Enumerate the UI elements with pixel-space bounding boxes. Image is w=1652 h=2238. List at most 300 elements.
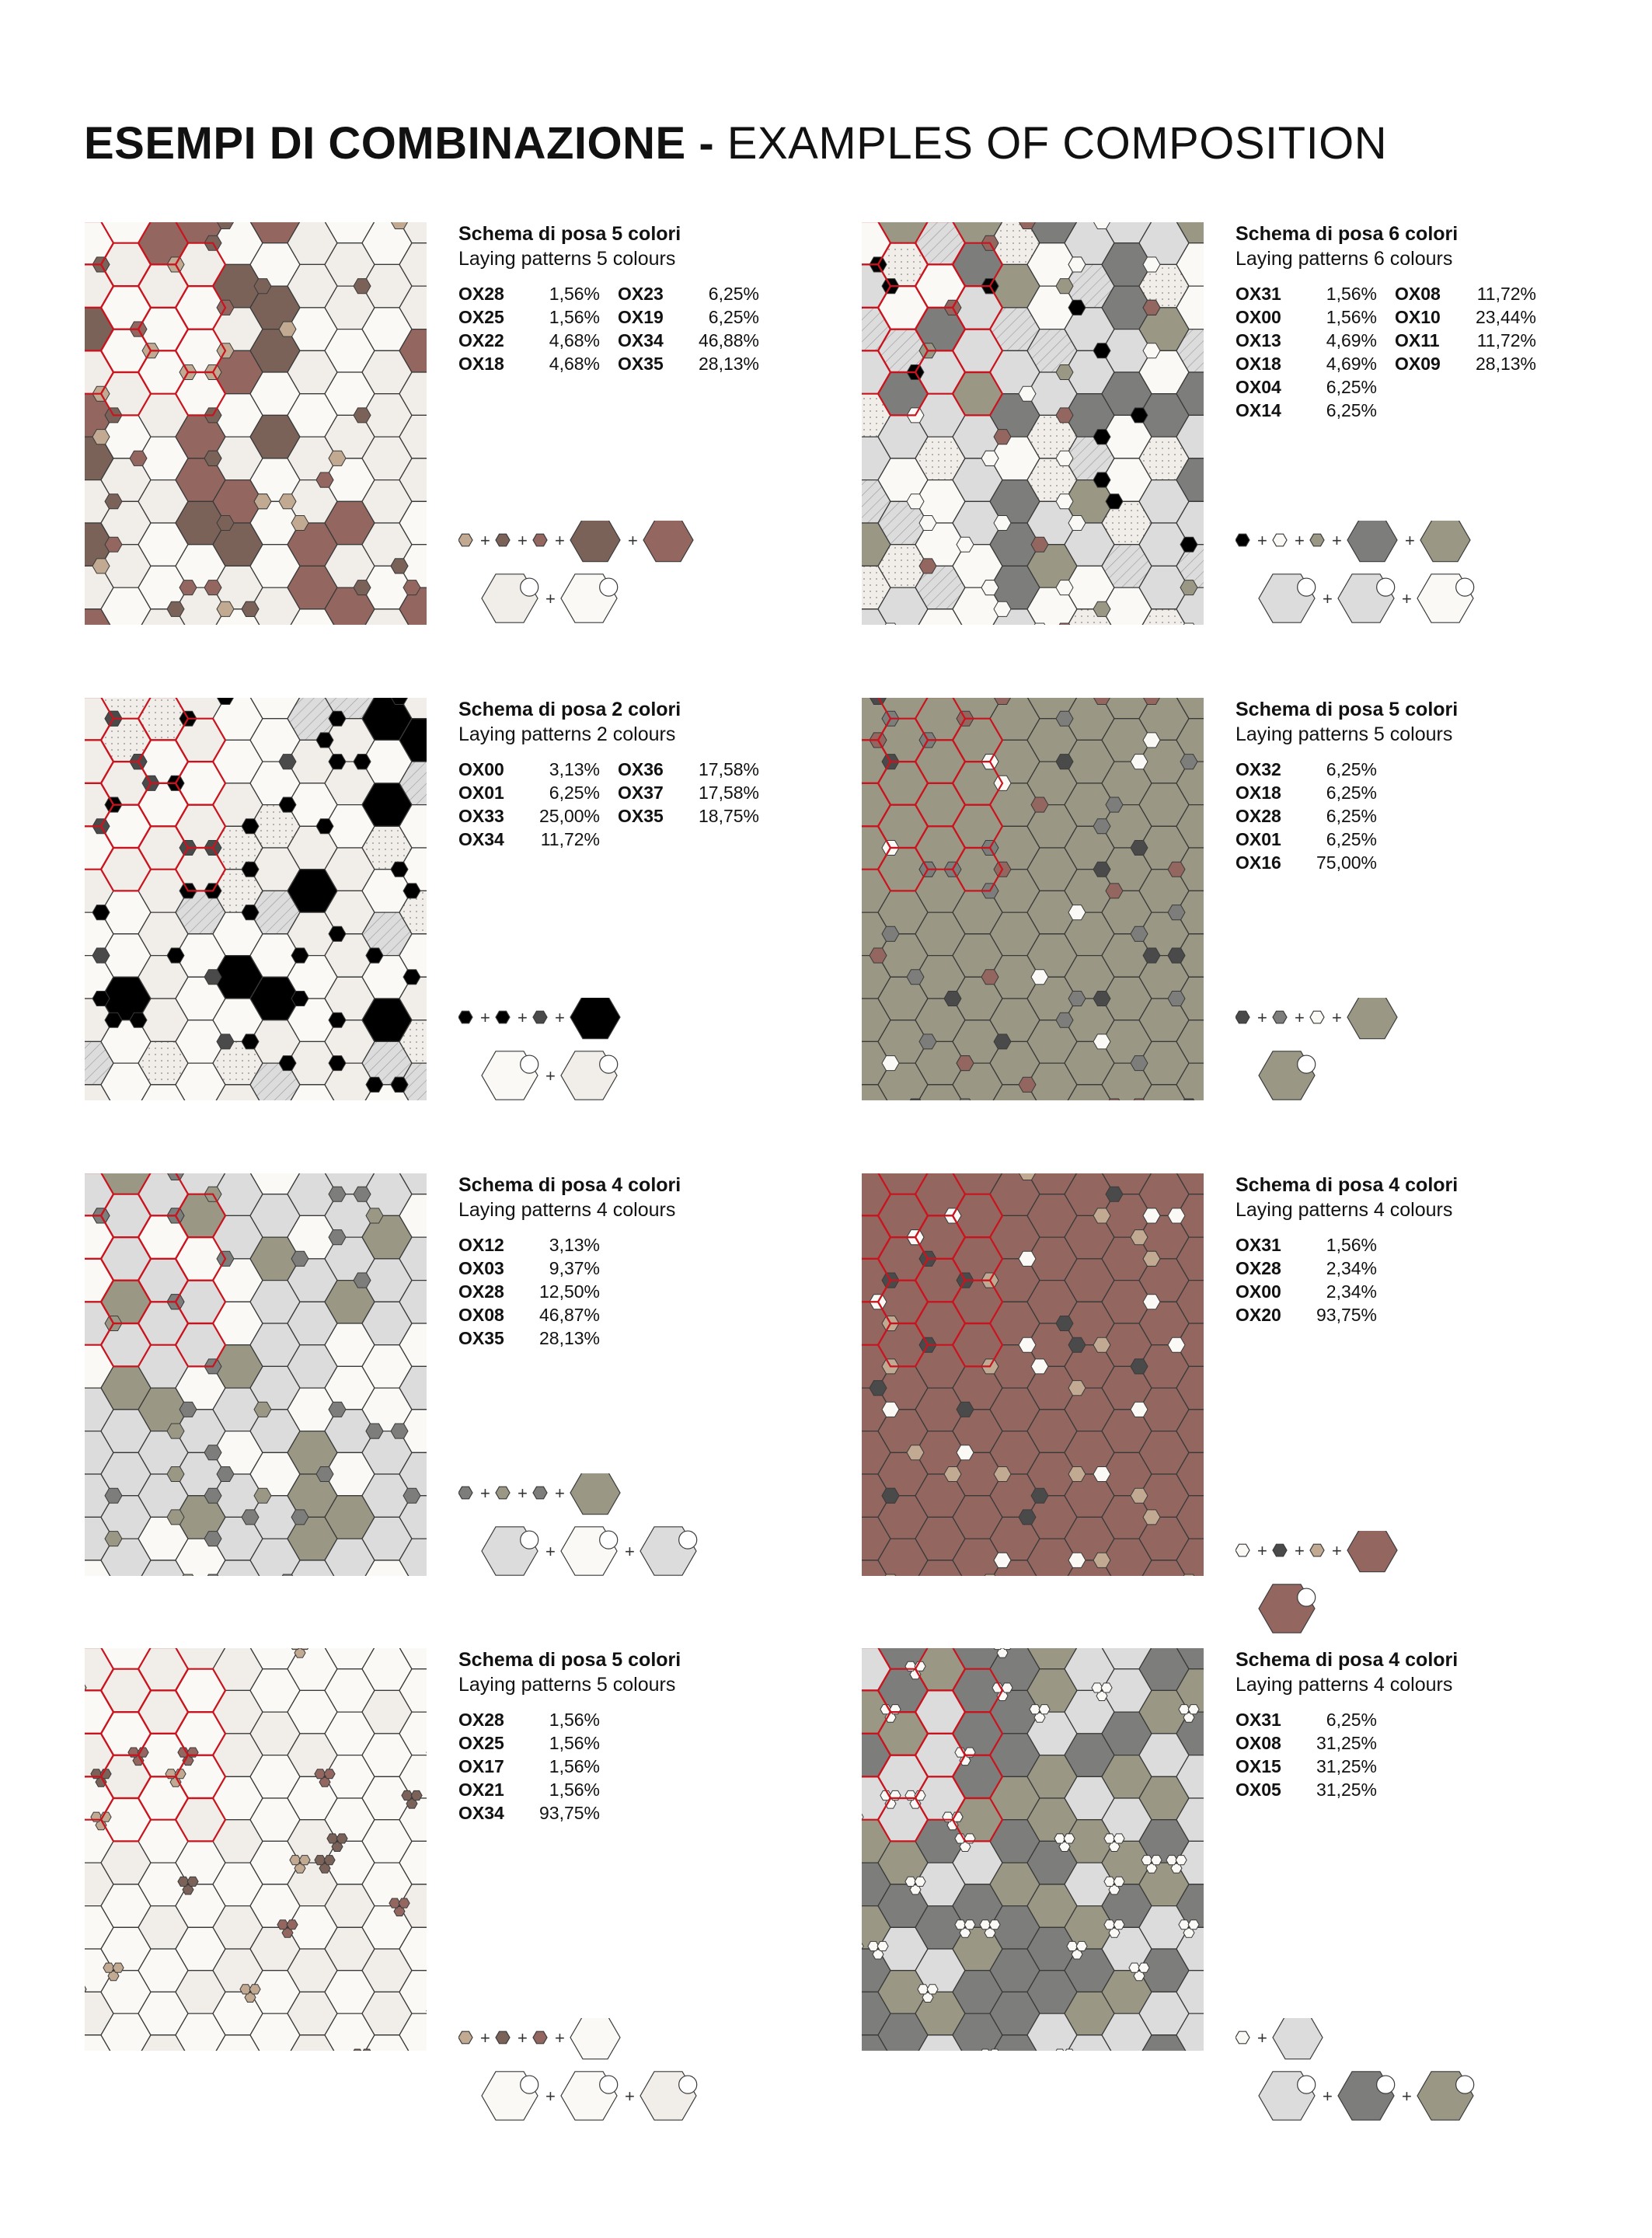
color-percentage: 6,25% [1326,377,1377,397]
color-code: OX33 [458,806,504,826]
color-percentage: 11,72% [1476,284,1536,304]
color-code-row [618,1755,777,1778]
tile-legend [1236,998,1593,1107]
color-percentage: 2,34% [1326,1258,1377,1278]
color-percentage: 3,13% [549,759,600,779]
tile-legend [458,998,816,1107]
color-code: OX03 [458,1258,504,1278]
pattern-info [458,1647,847,1825]
color-code-row [618,305,777,329]
color-code-row [618,1326,777,1350]
legend-swatch [458,2031,472,2044]
tile-legend [458,1473,816,1582]
color-code: OX00 [458,759,504,779]
color-code-row [618,1708,777,1731]
color-code-row [458,1801,618,1825]
color-code-row [1395,804,1554,828]
pattern-title-en: Laying patterns 5 colours [458,248,676,270]
color-code-row [618,329,777,352]
color-percentage: 1,56% [1326,307,1377,327]
color-code-row [1395,399,1554,422]
tile-legend [1236,2018,1593,2127]
legend-swatch [570,998,620,1039]
legend-swatch [1236,2031,1249,2044]
legend-swatch [1347,1531,1397,1572]
pattern-info [458,1173,847,1350]
svg-text:+: + [480,1008,490,1027]
tile-grid [84,221,427,626]
color-code-list [1236,758,1624,874]
color-percentage: 6,25% [1326,829,1377,849]
color-code: OX28 [458,1710,504,1730]
svg-text:+: + [1323,589,1333,608]
color-code-row [1395,1257,1554,1280]
color-code: OX19 [618,307,664,327]
color-code-row [1236,1778,1395,1801]
pattern-title-en: Laying patterns 4 colours [1236,1674,1453,1696]
svg-text:+: + [555,531,565,550]
color-code: OX00 [1236,1281,1281,1302]
color-code: OX28 [1236,806,1281,826]
pattern-panel [84,1173,861,1639]
color-code-row [458,305,618,329]
legend-swatch [1273,1544,1287,1556]
pattern-info [458,697,847,851]
color-code-row [458,828,618,851]
tile-grid [861,1173,1204,1577]
color-code-row [1236,375,1395,399]
color-code-row [618,282,777,305]
color-code-row [458,352,618,375]
color-percentage: 28,13% [1475,354,1536,374]
color-code-row [458,781,618,804]
color-code-row [458,1257,618,1280]
color-code-row [1395,352,1554,375]
pattern-panel [84,697,861,1163]
color-code-row [458,1326,618,1350]
color-code: OX17 [458,1756,504,1776]
color-percentage: 31,25% [1316,1756,1377,1776]
tile-grid [861,221,1204,626]
color-code-row [618,804,777,828]
color-percentage: 28,13% [538,1328,600,1348]
svg-text:+: + [518,2028,528,2048]
color-code-row [1236,1755,1395,1778]
tile-grid [861,697,1204,1101]
color-percentage: 75,00% [1316,852,1377,873]
color-code-row [1236,282,1395,305]
color-code-row [458,1731,618,1755]
color-code: OX25 [458,1733,504,1753]
legend-swatch [643,521,693,562]
color-code-row [1395,1233,1554,1257]
legend-swatch [1236,534,1249,546]
color-percentage: 1,56% [549,307,600,327]
tile-grid [861,1647,1204,2052]
pattern-info [1236,1647,1624,1801]
color-code-row [458,1755,618,1778]
color-code-row [618,1280,777,1303]
svg-text:+: + [1402,589,1412,608]
color-code-row [1395,758,1554,781]
color-percentage: 6,25% [708,284,759,304]
color-percentage: 9,37% [549,1258,600,1278]
color-percentage: 93,75% [538,1803,600,1823]
tile-legend [1236,521,1593,629]
color-percentage: 31,25% [1316,1780,1377,1800]
color-code-row [1395,1731,1554,1755]
color-code: OX18 [1236,783,1281,803]
svg-text:+: + [555,1008,565,1027]
color-code: OX37 [618,783,664,803]
color-code: OX20 [1236,1305,1281,1325]
svg-text:+: + [625,1542,635,1561]
svg-text:+: + [555,1483,565,1503]
color-percentage: 4,69% [1326,354,1377,374]
pattern-panel [84,1647,861,2114]
laying-pattern-diagram [84,1647,427,2052]
color-code: OX35 [458,1328,504,1348]
color-code-row [1236,828,1395,851]
legend-swatch [496,534,510,546]
color-code: OX35 [618,806,664,826]
pattern-title-it: Schema di posa 2 colori [458,699,681,720]
color-code-row [1236,329,1395,352]
color-code: OX34 [458,829,504,849]
color-code-list [1236,1708,1624,1801]
pattern-title-it: Schema di posa 5 colori [1236,699,1459,720]
svg-text:+: + [545,1542,556,1561]
color-percentage: 1,56% [549,1710,600,1730]
pattern-panel [861,1173,1638,1639]
color-code: OX04 [1236,377,1281,397]
color-code-row [1395,1755,1554,1778]
svg-text:+: + [1257,2028,1267,2048]
color-code: OX23 [618,284,664,304]
color-code: OX16 [1236,852,1281,873]
color-percentage: 1,56% [549,1780,600,1800]
color-code: OX28 [1236,1258,1281,1278]
pattern-title-it: Schema di posa 6 colori [1236,223,1459,245]
color-code-row [618,352,777,375]
legend-swatch [1236,1011,1249,1023]
color-percentage: 1,56% [549,1756,600,1776]
pattern-panel [861,221,1638,688]
color-code: OX11 [1395,330,1440,350]
color-code: OX25 [458,307,504,327]
tile-legend [458,521,816,629]
svg-text:+: + [480,1483,490,1503]
color-code-row [1395,828,1554,851]
svg-text:+: + [1295,1541,1305,1560]
color-percentage: 6,25% [549,783,600,803]
color-code-list [458,758,847,851]
color-code-row [618,781,777,804]
color-code: OX08 [1395,284,1441,304]
color-code-row [618,1303,777,1326]
title-english: EXAMPLES OF COMPOSITION [727,118,1388,169]
svg-text:+: + [555,2028,565,2048]
pattern-title-en: Laying patterns 2 colours [458,723,676,745]
pattern-title-en: Laying patterns 4 colours [1236,1199,1453,1221]
color-code-row [618,1731,777,1755]
pattern-title-it: Schema di posa 4 colori [458,1174,681,1196]
color-code-row [458,282,618,305]
color-code-list [458,1233,847,1350]
pattern-title-it: Schema di posa 4 colori [1236,1649,1459,1671]
pattern-title-it: Schema di posa 5 colori [458,223,681,245]
color-code: OX08 [458,1305,504,1325]
title-italian: ESEMPI DI COMBINAZIONE - [84,118,727,169]
svg-text:+: + [1332,1008,1342,1027]
pattern-info [1236,697,1624,874]
color-code-row [1236,399,1395,422]
legend-swatch [570,521,620,562]
svg-text:+: + [628,531,638,550]
color-code: OX32 [1236,759,1281,779]
svg-text:+: + [1332,531,1342,550]
svg-text:+: + [1323,2086,1333,2106]
color-percentage: 46,87% [538,1305,600,1325]
svg-text:+: + [625,2086,635,2106]
color-percentage: 11,72% [540,829,600,849]
laying-pattern-diagram [861,697,1204,1101]
color-code-row [618,1801,777,1825]
color-code-row [458,1233,618,1257]
color-code: OX10 [1395,307,1441,327]
page-title [84,117,1387,171]
color-code-row [1395,1778,1554,1801]
color-code: OX13 [1236,330,1281,350]
pattern-panel [84,221,861,688]
svg-text:+: + [1402,2086,1412,2106]
svg-text:+: + [545,2086,556,2106]
color-code-row [1236,1708,1395,1731]
color-code-row [458,758,618,781]
color-percentage: 17,58% [698,783,759,803]
color-percentage: 1,56% [549,1733,600,1753]
svg-text:+: + [518,531,528,550]
color-code: OX00 [1236,307,1281,327]
color-code: OX12 [458,1235,504,1255]
color-code: OX31 [1236,284,1281,304]
color-code: OX15 [1236,1756,1281,1776]
color-code-row [1395,305,1554,329]
color-code-row [618,1257,777,1280]
color-percentage: 2,34% [1326,1281,1377,1302]
color-code: OX35 [618,354,664,374]
svg-text:+: + [545,1066,556,1086]
color-code: OX01 [458,783,504,803]
color-code-row [1236,1303,1395,1326]
color-code-row [1236,305,1395,329]
color-code-row [618,1233,777,1257]
pattern-info [1236,221,1624,422]
legend-swatch [533,1487,547,1499]
legend-swatch [458,534,472,546]
svg-text:+: + [545,589,556,608]
color-code-row [1236,1280,1395,1303]
tile-grid [84,1647,427,2052]
color-code-row [458,804,618,828]
color-percentage: 6,25% [708,307,759,327]
svg-text:+: + [1257,531,1267,550]
color-code: OX09 [1395,354,1441,374]
pattern-title-en: Laying patterns 5 colours [1236,723,1453,745]
legend-swatch [1347,521,1397,562]
laying-pattern-diagram [861,1173,1204,1577]
color-percentage: 6,25% [1326,759,1377,779]
pattern-info [1236,1173,1624,1326]
pattern-title-en: Laying patterns 5 colours [458,1674,676,1696]
color-code: OX28 [458,1281,504,1302]
svg-text:+: + [1405,531,1415,550]
legend-swatch [1310,534,1324,546]
color-code-row [1395,1280,1554,1303]
color-code-row [618,828,777,851]
color-code: OX36 [618,759,664,779]
color-code: OX34 [618,330,664,350]
color-code: OX05 [1236,1780,1281,1800]
laying-pattern-diagram [84,1173,427,1577]
svg-text:+: + [518,1008,528,1027]
color-code-row [1236,1731,1395,1755]
color-code: OX28 [458,284,504,304]
color-code-row [458,1778,618,1801]
color-code-row [1236,851,1395,874]
laying-pattern-diagram [84,697,427,1101]
legend-swatch [496,2031,510,2044]
color-percentage: 11,72% [1476,330,1536,350]
color-percentage: 1,56% [1326,1235,1377,1255]
legend-swatch [533,1011,547,1023]
color-code: OX31 [1236,1710,1281,1730]
color-code-row [1395,1303,1554,1326]
legend-swatch [1420,521,1470,562]
color-code-list [1236,1233,1624,1326]
color-code: OX14 [1236,400,1281,420]
color-code-row [618,758,777,781]
color-code: OX31 [1236,1235,1281,1255]
legend-swatch [570,1473,620,1515]
color-percentage: 12,50% [538,1281,600,1302]
laying-pattern-diagram [861,221,1204,626]
legend-swatch [1273,534,1287,546]
color-code-row [1236,758,1395,781]
legend-swatch [1236,1544,1249,1556]
legend-swatch [1347,998,1397,1039]
color-percentage: 23,44% [1475,307,1536,327]
color-percentage: 46,88% [698,330,759,350]
color-percentage: 1,56% [1326,284,1377,304]
svg-text:+: + [1295,531,1305,550]
svg-text:+: + [480,531,490,550]
legend-swatch [1273,2018,1323,2059]
legend-swatch [570,2018,620,2059]
color-percentage: 25,00% [538,806,600,826]
color-percentage: 6,25% [1326,806,1377,826]
legend-swatch [1310,1544,1324,1556]
color-code-row [1395,1708,1554,1731]
color-code-row [1395,851,1554,874]
laying-pattern-diagram [84,221,427,626]
color-code: OX08 [1236,1733,1281,1753]
legend-swatch [1310,1011,1324,1023]
color-percentage: 3,13% [549,1235,600,1255]
color-code-row [458,1280,618,1303]
color-percentage: 31,25% [1316,1733,1377,1753]
tile-legend [1236,1531,1593,1640]
tile-grid [84,1173,427,1577]
legend-swatch [533,534,547,546]
color-code: OX18 [458,354,504,374]
svg-text:+: + [1295,1008,1305,1027]
color-code-list [1236,282,1624,422]
color-code: OX22 [458,330,504,350]
color-percentage: 6,25% [1326,783,1377,803]
color-percentage: 17,58% [698,759,759,779]
svg-text:+: + [1257,1541,1267,1560]
color-percentage: 6,25% [1326,1710,1377,1730]
color-code-list [458,282,847,375]
color-percentage: 93,75% [1316,1305,1377,1325]
legend-swatch [496,1011,510,1023]
color-percentage: 4,68% [549,330,600,350]
svg-text:+: + [480,2028,490,2048]
color-code: OX34 [458,1803,504,1823]
legend-swatch [1273,1011,1287,1023]
color-code-row [1395,329,1554,352]
color-code-row [1236,1257,1395,1280]
color-code-row [1395,375,1554,399]
color-code-row [1236,804,1395,828]
svg-text:+: + [518,1483,528,1503]
color-percentage: 18,75% [698,806,759,826]
tile-grid [84,697,427,1101]
legend-swatch [496,1487,510,1499]
pattern-title-en: Laying patterns 6 colours [1236,248,1453,270]
color-percentage: 4,68% [549,354,600,374]
color-code-row [1236,352,1395,375]
legend-swatch [533,2031,547,2044]
legend-swatch [458,1487,472,1499]
color-code-row [458,329,618,352]
color-code-list [458,1708,847,1825]
svg-text:+: + [1332,1541,1342,1560]
color-percentage: 28,13% [698,354,759,374]
color-percentage: 4,69% [1326,330,1377,350]
pattern-title-it: Schema di posa 5 colori [458,1649,681,1671]
color-code-row [1395,781,1554,804]
color-code-row [458,1303,618,1326]
color-code-row [458,1708,618,1731]
pattern-panel [861,697,1638,1163]
color-percentage: 1,56% [549,284,600,304]
color-code-row [1236,1233,1395,1257]
color-percentage: 6,25% [1326,400,1377,420]
color-code: OX18 [1236,354,1281,374]
pattern-info [458,221,847,375]
svg-text:+: + [1257,1008,1267,1027]
color-code-row [618,1778,777,1801]
color-code: OX21 [458,1780,504,1800]
color-code-row [1395,282,1554,305]
tile-legend [458,2018,816,2127]
pattern-panel [861,1647,1638,2114]
color-code: OX01 [1236,829,1281,849]
pattern-title-en: Laying patterns 4 colours [458,1199,676,1221]
legend-swatch [458,1011,472,1023]
